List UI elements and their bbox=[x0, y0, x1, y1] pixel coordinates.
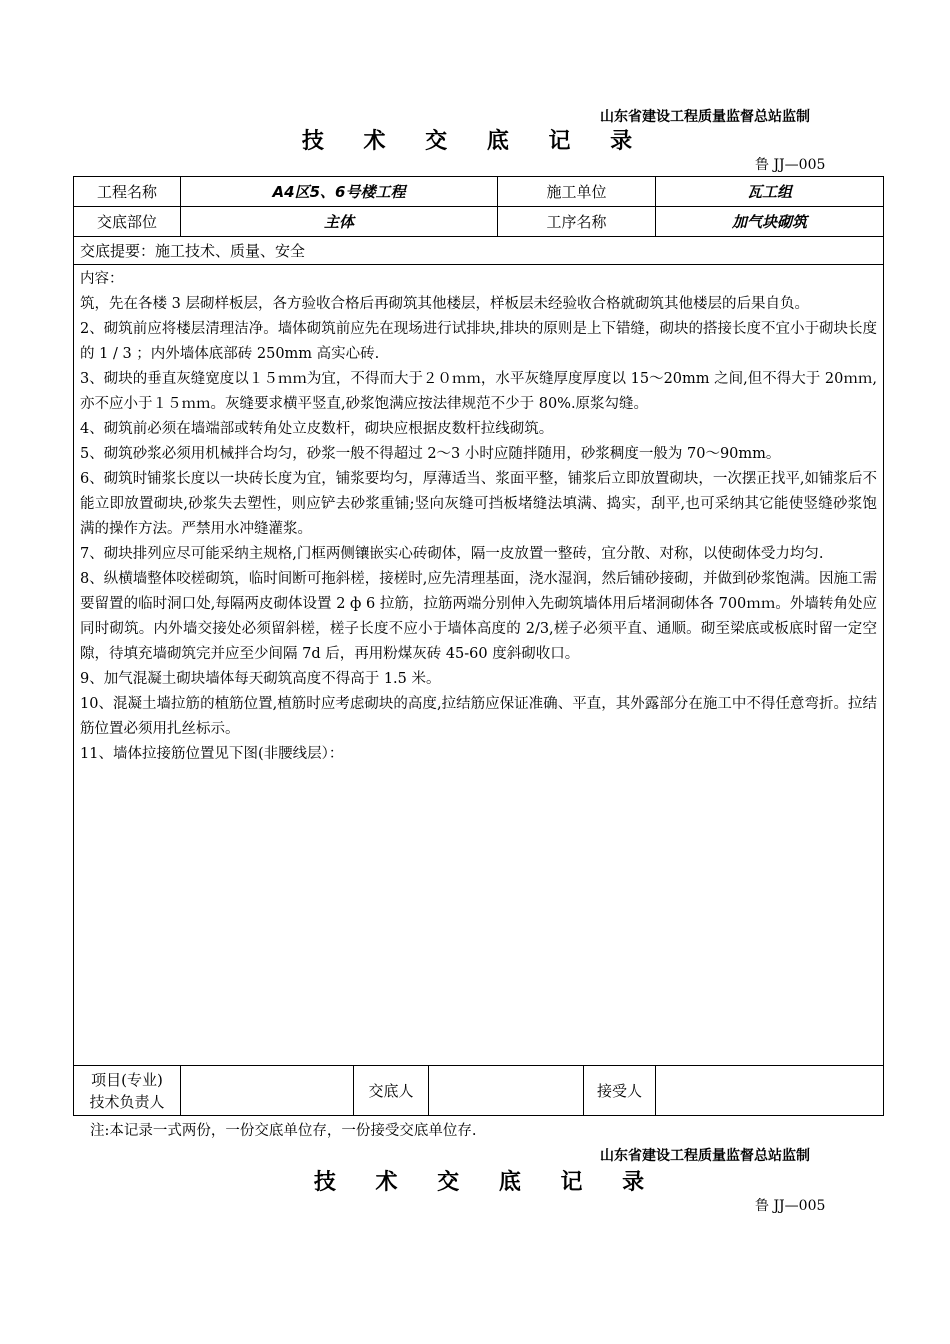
process-label: 工序名称 bbox=[498, 207, 656, 237]
record-table bbox=[73, 176, 884, 1116]
construction-unit-label: 施工单位 bbox=[498, 177, 656, 207]
receiver-signature-field[interactable] bbox=[656, 1066, 884, 1116]
content-paragraph: 3、砌块的垂直灰缝宽度以１５ｍｍ为宜，不得而大于２０ｍｍ，水平灰缝厚度厚度以 15～20mm 之间,但不得大于 20ｍｍ,亦不应小于１５ｍｍ。灰缝要求横平竖直,砂浆饱满应按法律规范不少于 80%.原浆勾缝。 bbox=[80, 371, 878, 412]
content-paragraph: 8、纵横墙整体咬槎砌筑，临时间断可拖斜槎，接槎时,应先清理基面，浇水湿润，然后铺砂接砌，并做到砂浆饱满。因施工需要留置的临时洞口处,每隔两皮砌体设置 2 ф 6 拉筋，拉筋两端分别伸入先砌筑墙体用后堵洞砌体各 700ｍｍ。外墙转角处应同时砌筑。内外墙交接处必须留斜槎，槎子长度不应小于墙体高度的 2/3,槎子必须平直、通顺。砌至梁底或板底时留一定空隙，待填充墙砌筑完并应至少间隔 7d 后，再用粉煤灰砖 45-60 度斜砌收口。 bbox=[80, 571, 878, 662]
content-paragraph: 11、墙体拉接筋位置见下图(非腰线层）： bbox=[80, 746, 344, 762]
content-paragraph: 5、砌筑砂浆必须用机械拌合均匀，砂浆一般不得超过 2～3 小时应随拌随用，砂浆稠度一般为 70～90mm。 bbox=[80, 446, 781, 462]
footnote: 注:本记录一式两份，一份交底单位存，一份接受交底单位存. bbox=[90, 1123, 477, 1139]
tech-lead-label-line2: 技术负责人 bbox=[89, 1092, 165, 1111]
content-paragraph: 7、砌块排列应尽可能采纳主规格,门框两侧镶嵌实心砖砌体，隔一皮放置一整砖，宜分散、对称，以使砌体受力均匀. bbox=[80, 546, 824, 562]
content-paragraph: 9、加气混凝土砌块墙体每天砌筑高度不得高于 1.5 米。 bbox=[80, 671, 441, 687]
content-paragraph: 10、混凝土墙拉筋的植筋位置,植筋时应考虑砌块的高度,拉结筋应保证准确、平直，其外露部分在施工中不得任意弯折。拉结筋位置必须用扎丝标示。 bbox=[80, 696, 878, 737]
summary-row: 交底提要：施工技术、质量、安全 bbox=[74, 237, 884, 265]
project-name-value: A4区5、6号楼工程 bbox=[181, 177, 498, 207]
receiver-label: 接受人 bbox=[584, 1066, 656, 1116]
tech-lead-signature-field[interactable] bbox=[181, 1066, 354, 1116]
content-body bbox=[74, 265, 884, 1066]
next-page-title: 技 术 交 底 记 录 bbox=[313, 1170, 661, 1195]
tech-lead-label bbox=[74, 1066, 181, 1116]
presenter-label: 交底人 bbox=[354, 1066, 429, 1116]
form-number: 鲁 JJ—005 bbox=[755, 157, 826, 173]
construction-unit-value: 瓦工组 bbox=[656, 177, 884, 207]
presenter-signature-field[interactable] bbox=[429, 1066, 584, 1116]
part-value: 主体 bbox=[181, 207, 498, 237]
next-page-form-number: 鲁 JJ—005 bbox=[755, 1198, 826, 1214]
project-name-label: 工程名称 bbox=[74, 177, 181, 207]
tech-lead-label-line1: 项目(专业) bbox=[91, 1070, 163, 1089]
content-paragraph: 筑，先在各楼 3 层砌样板层，各方验收合格后再砌筑其他楼层，样板层未经验收合格就砌筑其他楼层的后果自负。 bbox=[80, 296, 809, 312]
content-heading: 内容： bbox=[80, 271, 124, 287]
next-page-supervisor-text: 山东省建设工程质量监督总站监制 bbox=[600, 1148, 810, 1164]
page-title: 技 术 交 底 记 录 bbox=[301, 129, 649, 154]
part-label: 交底部位 bbox=[74, 207, 181, 237]
supervisor-text: 山东省建设工程质量监督总站监制 bbox=[600, 109, 810, 125]
content-paragraph: 6、砌筑时铺浆长度以一块砖长度为宜，铺浆要均匀，厚薄适当、浆面平整，铺浆后立即放置砌块，一次摆正找平,如铺浆后不能立即放置砌块,砂浆失去塑性，则应铲去砂浆重铺;竖向灰缝可挡板堵缝法填满、捣实，刮平,也可采纳其它能使竖缝砂浆饱满的操作方法。严禁用水冲缝灌浆。 bbox=[80, 471, 878, 537]
content-paragraph: 2、砌筑前应将楼层清理洁净。墙体砌筑前应先在现场进行试排块,排块的原则是上下错缝，砌块的搭接长度不宜小于砌块长度的 1 / 3 ；内外墙体底部砖 250mm 高实心砖. bbox=[80, 321, 878, 362]
process-value: 加气块砌筑 bbox=[656, 207, 884, 237]
content-paragraph: 4、砌筑前必须在墙端部或转角处立皮数杆，砌块应根据皮数杆拉线砌筑。 bbox=[80, 421, 554, 437]
